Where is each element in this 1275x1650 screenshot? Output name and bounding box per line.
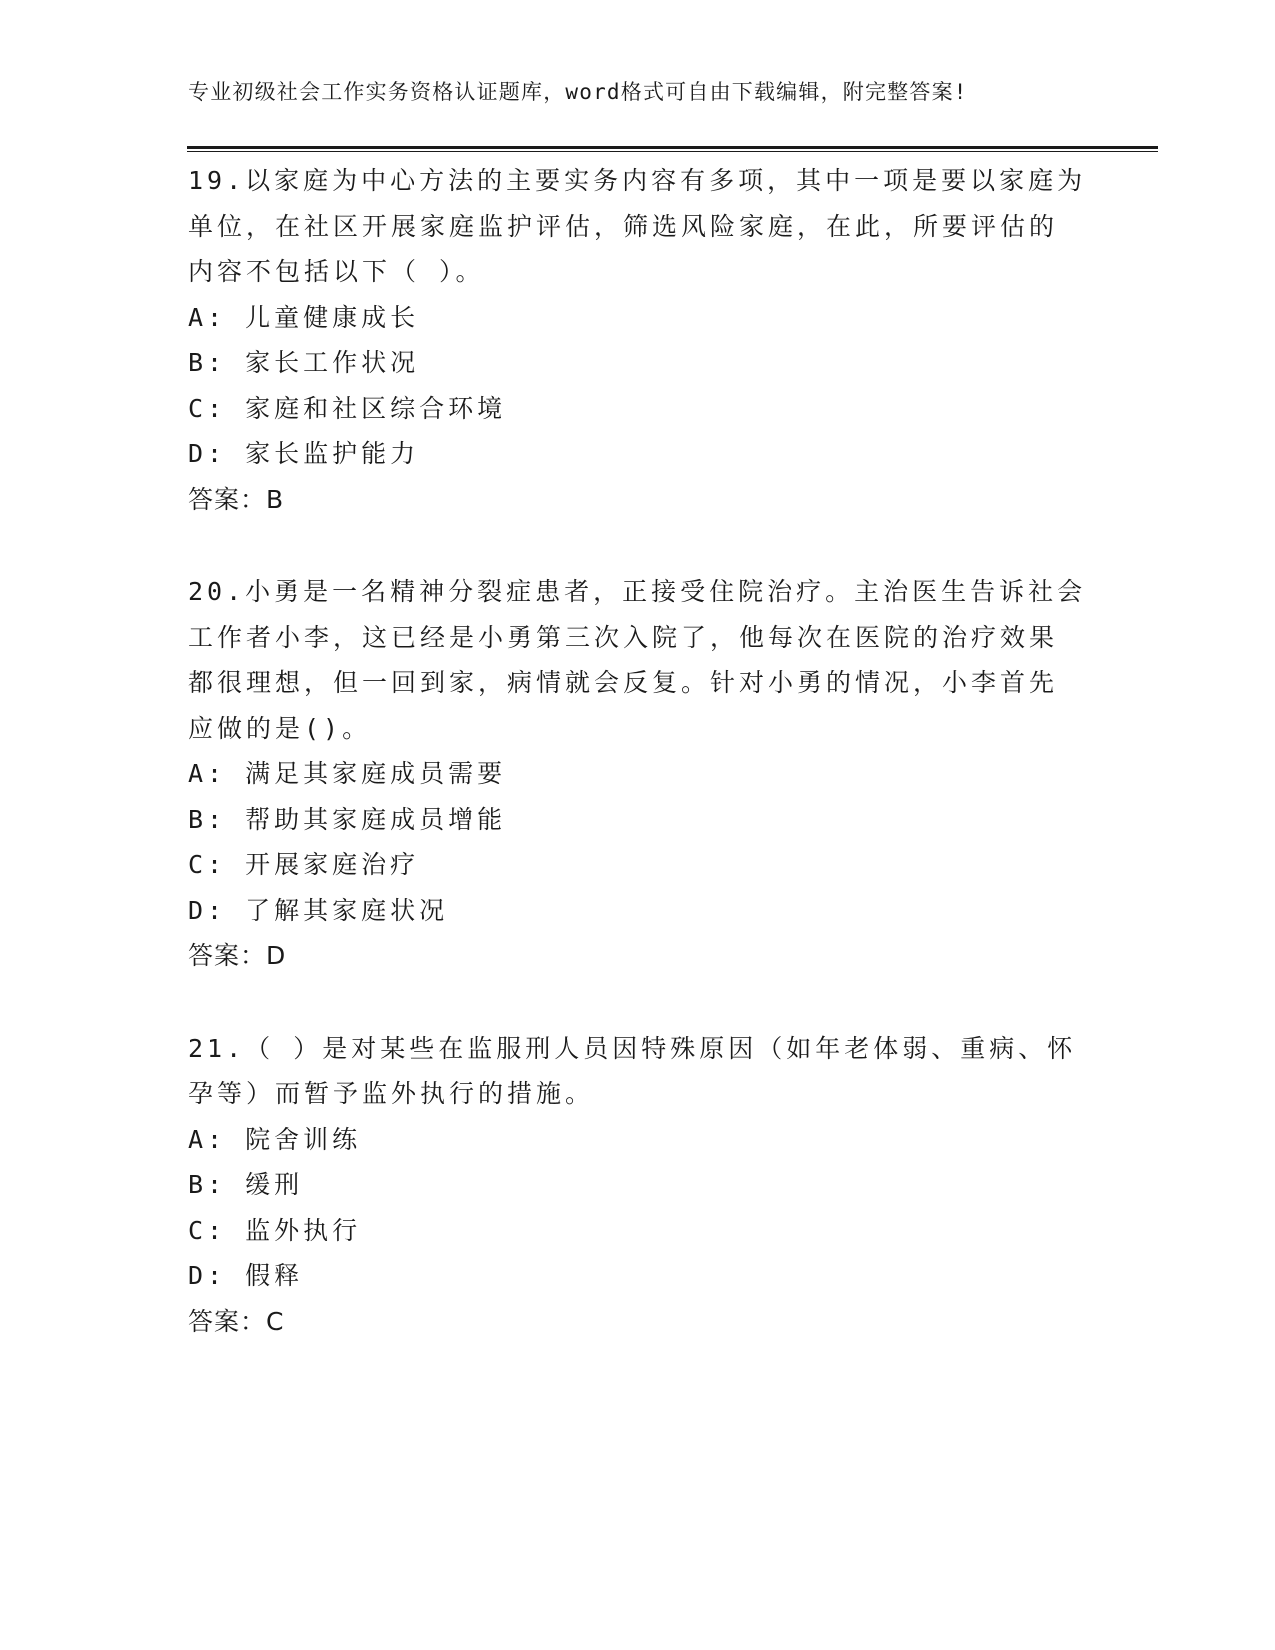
question-19 (188, 158, 1088, 522)
question-stem-line: 19.以家庭为中心方法的主要实务内容有多项，其中一项是要以家庭为 (188, 166, 1087, 195)
question-stem-line: 单位，在社区开展家庭监护评估，筛选风险家庭，在此，所要评估的 (188, 211, 1059, 241)
answer-line: 答案：C (188, 1306, 285, 1336)
answer-line: 答案：B (188, 484, 285, 514)
option-d: D: 了解其家庭状况 (188, 895, 449, 925)
question-stem-line: 21.（ ）是对某些在监服刑人员因特殊原因（如年老体弱、重病、怀 (188, 1033, 1077, 1063)
question-stem-line: 20.小勇是一名精神分裂症患者，正接受住院治疗。主治医生告诉社会 (188, 577, 1087, 606)
option-a: A: 儿童健康成长 (188, 302, 420, 332)
header-divider (187, 146, 1158, 152)
question-stem-line: 应做的是()。 (188, 713, 372, 743)
answer-line: 答案：D (188, 941, 287, 970)
question-stem-line: 孕等）而暂予监外执行的措施。 (188, 1079, 595, 1108)
question-stem-line: 工作者小李，这已经是小勇第三次入院了，他每次在医院的治疗效果 (188, 622, 1059, 652)
question-list (188, 158, 1088, 1391)
option-c: C: 开展家庭治疗 (188, 850, 420, 879)
option-b: B: 帮助其家庭成员增能 (188, 804, 507, 834)
option-c: C: 监外执行 (188, 1215, 362, 1245)
option-a: A: 满足其家庭成员需要 (188, 759, 507, 788)
question-21 (188, 1026, 1088, 1345)
option-d: D: 假释 (188, 1261, 304, 1290)
question-20 (188, 569, 1088, 979)
option-a: A: 院舍训练 (188, 1124, 362, 1154)
page-header: 专业初级社会工作实务资格认证题库，word格式可自由下载编辑，附完整答案! (188, 80, 968, 104)
question-stem-line: 都很理想，但一回到家，病情就会反复。针对小勇的情况，小李首先 (188, 668, 1059, 697)
option-b: B: 缓刑 (188, 1170, 304, 1199)
option-c: C: 家庭和社区综合环境 (188, 393, 507, 423)
option-b: B: 家长工作状况 (188, 348, 420, 377)
option-d: D: 家长监护能力 (188, 439, 420, 468)
question-stem-line: 内容不包括以下（ ）。 (188, 257, 485, 286)
